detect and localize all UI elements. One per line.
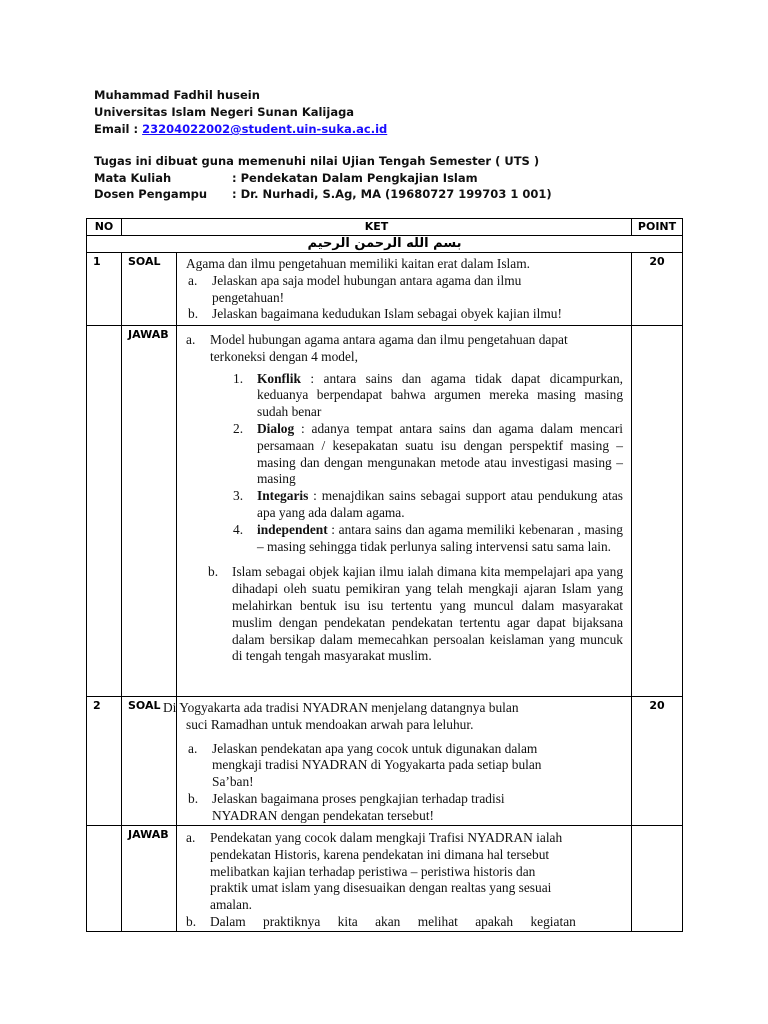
q1-item-b: b. Jelaskan bagaimana kedudukan Islam sebagai obyek kajian ilmu!	[188, 306, 562, 322]
q2-answer-cell	[177, 826, 632, 932]
email-line	[94, 122, 387, 136]
exam-table	[86, 218, 683, 932]
q1-intro: Agama dan ilmu pengetahuan memiliki kaitan erat dalam Islam.	[186, 256, 530, 271]
q1-answer-b: b. Islam sebagai objek kajian ilmu ialah dimana kita mempelajari apa yang dihadapi oleh suatu pemikiran yang telah mengkaji ajaran Islam yang melahirkan bentuk isu isu tertentu yang muncul dalam masyarakat muslim dengan pendekatan pendekatan tertentu agar dapat bijaksana dalam bersikap dalam memecahkan persoalan keislaman yang muncuk di tengah tengah masyarakat muslim.	[208, 564, 624, 664]
q2-answer-b: b. Dalam praktiknya kita akan melihat apakah kegiatan	[186, 913, 576, 929]
q1-number: 1	[87, 253, 122, 326]
q2-soal-label: SOAL	[122, 697, 177, 826]
q2-intro-line1: Di Yogyakarta ada tradisi NYADRAN menjelang datangnya bulan	[163, 700, 519, 715]
course-label: Mata Kuliah	[94, 171, 172, 185]
q1-soal-label: SOAL	[122, 253, 177, 326]
lecturer-label: Dosen Pengampu	[94, 187, 208, 201]
q2-jawab-row	[87, 826, 683, 932]
q2-soal-row	[87, 697, 683, 826]
q2-jawab-label: JAWAB	[122, 826, 177, 932]
email-label: Email :	[94, 122, 143, 136]
q2-number: 2	[87, 697, 122, 826]
author-name: Muhammad Fadhil husein	[94, 88, 260, 102]
header-no: NO	[87, 219, 122, 236]
q2-point: 20	[632, 697, 683, 826]
assignment-purpose: Tugas ini dibuat guna memenuhi nilai Ujian Tengah Semester ( UTS )	[94, 154, 540, 168]
q2-intro-line2: suci Ramadhan untuk mendoakan arwah para leluhur.	[186, 716, 474, 732]
q1-jawab-label: JAWAB	[122, 326, 177, 697]
lecturer-line	[94, 187, 552, 201]
email-link[interactable]: 23204022002@student.uin-suka.ac.id	[142, 122, 388, 136]
q1-models-list	[186, 366, 623, 556]
q1-point: 20	[632, 253, 683, 326]
header-ket: KET	[122, 219, 632, 236]
bismillah-row	[87, 236, 683, 253]
bismillah-text: بسم الله الرحمن الرحيم	[87, 236, 683, 253]
model-item: 4. independent : antara sains dan agama memiliki kebenaran , masing – masing sehingga tidak perlunya saling intervensi satu sama lain.	[233, 521, 624, 554]
header-point: POINT	[632, 219, 683, 236]
course-line	[94, 171, 478, 185]
q2-item-a: a. Jelaskan pendekatan apa yang cocok untuk digunakan dalam mengkaji tradisi NYADRAN di Yogyakarta pada setiap bulan Sa’ban!	[188, 740, 542, 790]
q1-item-a: a. Jelaskan apa saja model hubungan antara agama dan ilmu pengetahuan!	[188, 272, 522, 305]
course-value: : Pendekatan Dalam Pengkajian Islam	[232, 171, 478, 185]
q1-soal-row	[87, 253, 683, 326]
table-header-row	[87, 219, 683, 236]
university-name: Universitas Islam Negeri Sunan Kalijaga	[94, 105, 355, 119]
model-item: 2. Dialog : adanya tempat antara sains dan agama dalam mencari persamaan / kesepakatan suatu isu dengan perspektif masing – masing dan dengan mengunakan metode atau investigasi masing – masing	[233, 420, 624, 487]
model-item: 1. Konflik : antara sains dan agama tidak dapat dicampurkan, keduanya berpendapat bahwa argumen mereka masing masing sudah benar	[233, 370, 624, 420]
q2-answer-a: a. Pendekatan yang cocok dalam mengkaji Trafisi NYADRAN ialah pendekatan Historis, karena pendekatan ini dimana hal tersebut melibatkan kajian terhadap peristiwa – peristiwa historis dan praktik umat islam yang disesuaikan dengan realtas yang sesuai amalan.	[186, 830, 563, 913]
q2-item-b: b. Jelaskan bagaimana proses pengkajian terhadap tradisi NYADRAN dengan pendekatan tersebut!	[188, 790, 505, 823]
lecturer-value: : Dr. Nurhadi, S.Ag, MA (19680727 199703 1 001)	[232, 187, 552, 201]
q1-answer-cell	[177, 326, 632, 697]
q2-question-cell	[163, 697, 632, 826]
q1-answer-a: a. Model hubungan agama antara agama dan ilmu pengetahuan dapat terkoneksi dengan 4 model,	[186, 332, 568, 364]
q1-jawab-row	[87, 326, 683, 697]
q1-question-cell	[177, 253, 632, 326]
model-item: 3. Integaris : menajdikan sains sebagai support atau pendukung atas apa yang ada dalam agama.	[233, 488, 624, 520]
